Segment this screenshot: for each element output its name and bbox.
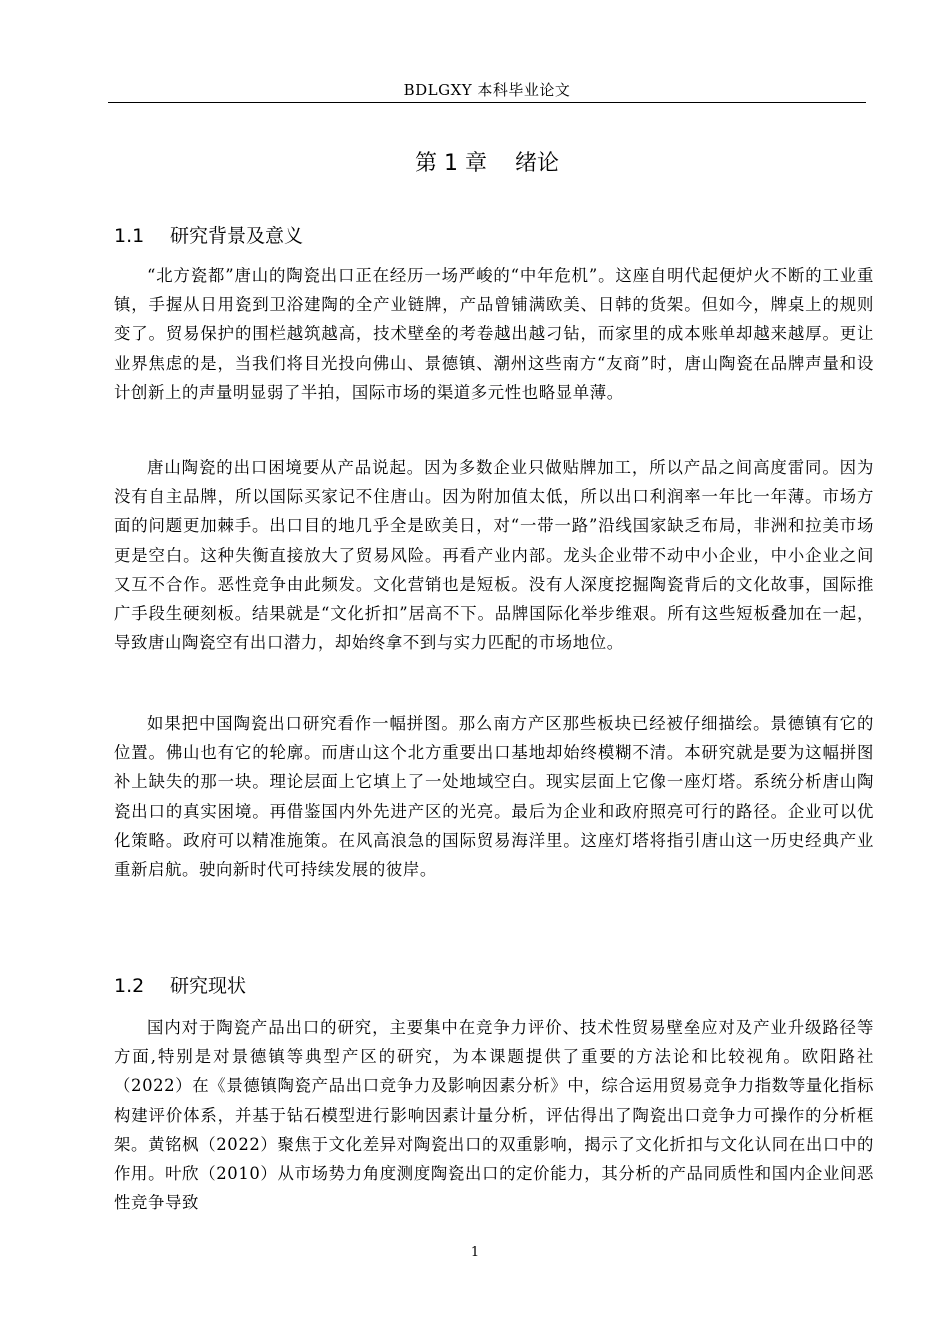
paragraph-background-1: “北方瓷都”唐山的陶瓷出口正在经历一场严峻的“中年危机”。这座自明代起便炉火不断的工业重镇，手握从日用瓷到卫浴建陶的全产业链牌，产品曾铺满欧美、日韩的货架。但如今，牌桌上的规则变了。贸易保护的围栏越筑越高，技术壁垒的考卷越出越刁钻，而家里的成本账单却越来越厚。更让业界焦虑的是，当我们将目光投向佛山、景德镇、潮州这些南方“友商”时，唐山陶瓷在品牌声量和设计创新上的声量明显弱了半拍，国际市场的渠道多元性也略显单薄。 xyxy=(114,266,874,402)
section-heading-1-2 xyxy=(114,971,246,998)
section-title: 研究背景及意义 xyxy=(170,225,304,247)
header-divider xyxy=(108,102,866,103)
section-heading-1-1 xyxy=(114,221,303,248)
section-number: 1.2 xyxy=(114,975,145,997)
chapter-name: 绪论 xyxy=(514,151,559,176)
paragraph-background-2: 唐山陶瓷的出口困境要从产品说起。因为多数企业只做贴牌加工，所以产品之间高度雷同。因为没有自主品牌，所以国际买家记不住唐山。因为附加值太低，所以出口利润率一年比一年薄。市场方面的问题更加棘手。出口目的地几乎全是欧美日，对“一带一路”沿线国家缺乏布局，非洲和拉美市场更是空白。这种失衡直接放大了贸易风险。再看产业内部。龙头企业带不动中小企业，中小企业之间又互不合作。恶性竞争由此频发。文化营销也是短板。没有人深度挖掘陶瓷背后的文化故事，国际推广手段生硬刻板。结果就是“文化折扣”居高不下。品牌国际化举步维艰。所有这些短板叠加在一起，导致唐山陶瓷空有出口潜力，却始终拿不到与实力匹配的市场地位。 xyxy=(114,458,874,653)
page-number: 1 xyxy=(470,1245,480,1260)
paragraph-background-3: 如果把中国陶瓷出口研究看作一幅拼图。那么南方产区那些板块已经被仔细描绘。景德镇有它的位置。佛山也有它的轮廓。而唐山这个北方重要出口基地却始终模糊不清。本研究就是要为这幅拼图补上缺失的那一块。理论层面上它填上了一处地域空白。现实层面上它像一座灯塔。系统分析唐山陶瓷出口的真实困境。再借鉴国内外先进产区的光亮。最后为企业和政府照亮可行的路径。企业可以优化策略。政府可以精准施策。在风高浪急的国际贸易海洋里。这座灯塔将指引唐山这一历史经典产业重新启航。驶向新时代可持续发展的彼岸。 xyxy=(114,714,874,880)
chapter-number: 第 1 章 xyxy=(415,151,487,176)
section-number: 1.1 xyxy=(114,225,145,247)
paragraph-status-1: 国内对于陶瓷产品出口的研究，主要集中在竞争力评价、技术性贸易壁垒应对及产业升级路径等方面,特别是对景德镇等典型产区的研究，为本课题提供了重要的方法论和比较视角。欧阳路社（2022）在《景德镇陶瓷产品出口竞争力及影响因素分析》中，综合运用贸易竞争力指数等量化指标构建评价体系，并基于钻石模型进行影响因素计量分析，评估得出了陶瓷出口竞争力可操作的分析框架。黄铭枫（2022）聚焦于文化差异对陶瓷出口的双重影响，揭示了文化折扣与文化认同在出口中的作用。叶欣（2010）从市场势力角度测度陶瓷出口的定价能力，其分析的产品同质性和国内企业间恶性竞争导致 xyxy=(114,1018,874,1213)
running-header: BDLGXY 本科毕业论文 xyxy=(403,81,571,99)
chapter-title xyxy=(108,146,866,177)
section-title: 研究现状 xyxy=(170,975,247,997)
